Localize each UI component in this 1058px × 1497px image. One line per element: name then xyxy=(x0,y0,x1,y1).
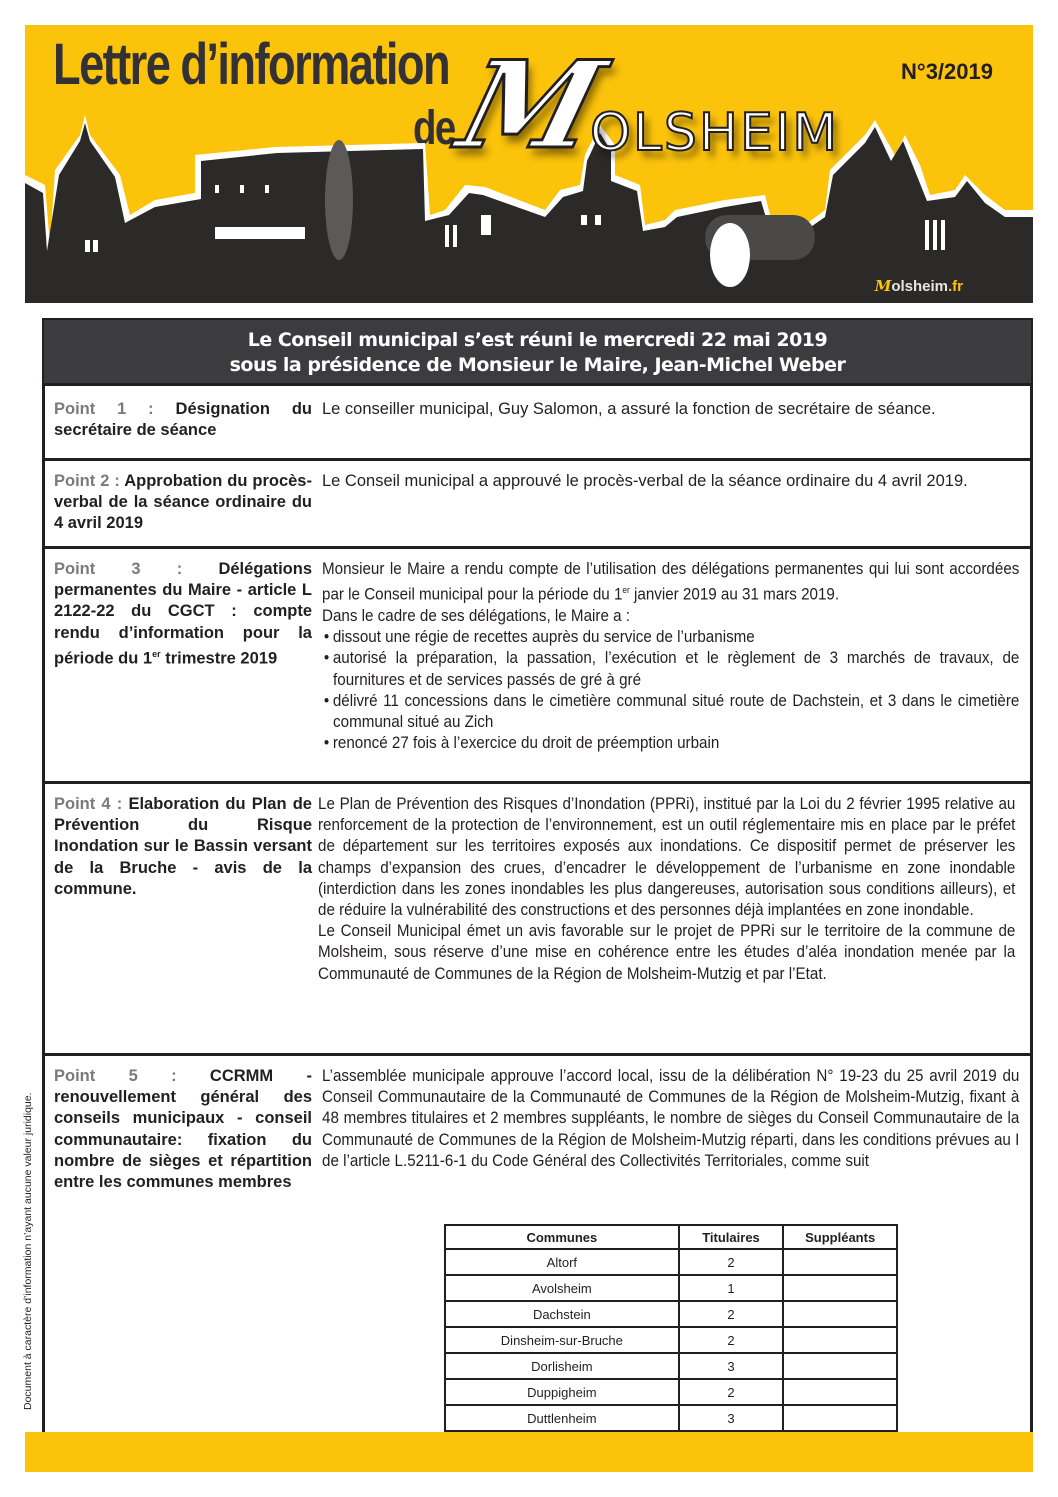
point-3-number: Point 3 : xyxy=(54,560,183,578)
footer-bar xyxy=(25,1432,1033,1472)
suppleants-cell xyxy=(783,1353,897,1379)
point-1-label xyxy=(54,399,312,441)
issue-number: N°3/2019 xyxy=(901,59,993,84)
masthead-banner xyxy=(25,25,1033,303)
suppleants-cell xyxy=(783,1327,897,1353)
point-4-number: Point 4 : xyxy=(54,795,123,813)
point-4-paragraph-1: Le Plan de Prévention des Risques d’Inondation (PPRi), institué par la Loi du 2 février 1995 relative au renforcement de la protection de l’environnement, est un outil réglementaire mis en place par le préfet de département sur les territoires exposés aux inondations. Ce dispositif permet de préserver les champs d’expansion des crues, d’encadrer le développement de l’urbanisme en zone inondable (interdiction dans les zones inondables les plus dangereuses, autorisation sous conditions ailleurs), et de réduire la vulnérabilité des constructions et des personnes déjà implantées en zone inondable. xyxy=(318,795,1016,920)
agenda-point-3 xyxy=(44,549,1031,784)
table-header-row xyxy=(445,1225,897,1249)
commune-cell: Dinsheim-sur-Bruche xyxy=(445,1327,679,1353)
suppleants-cell xyxy=(783,1379,897,1405)
point-3-intro2: Dans le cadre de ses délégations, le Maire a : xyxy=(322,606,630,625)
agenda-point-4 xyxy=(44,784,1031,1056)
superscript: er xyxy=(622,585,630,596)
point-5-title: CCRMM - renouvellement général des conseils municipaux - conseil communautaire: fixation du nombre de sièges et répartition entre les communes membres xyxy=(54,1067,312,1192)
list-item: • autorisé la préparation, la passation, l’exécution et le règlement de 3 marchés de travaux, de fournitures et de services passés de gré à gré xyxy=(322,648,1019,690)
point-2-number: Point 2 : xyxy=(54,472,120,490)
commune-cell: Altorf xyxy=(445,1249,679,1275)
point-3-bullet-list xyxy=(322,627,1019,754)
commune-cell: Dachstein xyxy=(445,1301,679,1327)
suppleants-cell xyxy=(783,1249,897,1275)
point-5-number: Point 5 : xyxy=(54,1067,177,1085)
table-row xyxy=(445,1353,897,1379)
suppleants-cell xyxy=(783,1275,897,1301)
point-1-title: Désignation du secrétaire de séance xyxy=(54,400,312,440)
point-1-number: Point 1 : xyxy=(54,400,154,418)
meeting-heading-line2: sous la présidence de Monsieur le Maire, Jean-Michel Weber xyxy=(229,354,846,376)
table-row xyxy=(445,1301,897,1327)
column-header-titulaires: Titulaires xyxy=(679,1225,784,1249)
titulaires-cell: 3 xyxy=(679,1353,784,1379)
point-5-label xyxy=(54,1066,312,1193)
table-row xyxy=(445,1327,897,1353)
website-logo-tld: .fr xyxy=(948,278,963,295)
website-logo-name: olsheim xyxy=(891,278,948,295)
newsletter-title: Lettre d’information xyxy=(53,32,450,97)
meeting-heading-line1: Le Conseil municipal s’est réuni le mercredi 22 mai 2019 xyxy=(247,329,828,351)
suppleants-cell xyxy=(783,1405,897,1431)
point-3-title: Délégations permanentes du Maire - article L 2122-22 du CGCT : compte rendu d’information pour la période du 1 xyxy=(54,560,312,668)
point-3-intro-end: janvier 2019 au 31 mars 2019. xyxy=(629,585,840,604)
point-4-paragraph-2: Le Conseil Municipal émet un avis favorable sur le projet de PPRi sur le territoire de la commune de Molsheim, sous réserve d’une mise en cohérence entre les études d’aléa inondation menée par la Communauté de Communes de la Région de Molsheim-Mutzig et par l’Etat. xyxy=(318,922,1016,983)
seats-distribution-table xyxy=(444,1224,898,1432)
table-row xyxy=(445,1275,897,1301)
point-4-text xyxy=(318,794,1015,985)
agenda-point-2 xyxy=(44,461,1031,549)
table-row xyxy=(445,1249,897,1275)
point-2-title: Approbation du procès-verbal de la séance ordinaire du 4 avril 2019 xyxy=(54,472,312,533)
point-3-intro-start: Monsieur le Maire a rendu compte de l’utilisation des délégations permanentes qui lui sont accordées par le Conseil municipal pour la période du 1 xyxy=(322,560,1020,604)
point-4-label xyxy=(54,794,312,900)
website-logo xyxy=(875,277,963,295)
column-header-communes: Communes xyxy=(445,1225,679,1249)
suppleants-cell xyxy=(783,1301,897,1327)
list-item: • renoncé 27 fois à l’exercice du droit de préemption urbain xyxy=(322,733,1019,754)
point-2-label xyxy=(54,471,312,535)
point-5-text: L’assemblée municipale approuve l’accord local, issu de la délibération N° 19-23 du 25 avril 2019 du Conseil Communautaire de la Communauté de Communes de la Région de Molsheim-Mutzig, fixant à 48 membres titulaires et 2 membres suppléants, le nombre de sièges du Conseil Communautaire de la Communauté de Communes de la Région de Molsheim-Mutzig réparti, dans les conditions prévues au I de l’article L.5211-6-1 du Code Général des Collectivités Territoriales, comme suit xyxy=(322,1067,1020,1170)
superscript: er xyxy=(152,648,161,659)
point-1-text: Le conseiller municipal, Guy Salomon, a assuré la fonction de secrétaire de séance. xyxy=(322,400,936,418)
commune-cell: Duttlenheim xyxy=(445,1405,679,1431)
titulaires-cell: 2 xyxy=(679,1301,784,1327)
point-3-label xyxy=(54,559,312,670)
commune-cell: Duppigheim xyxy=(445,1379,679,1405)
newsletter-title-de: de xyxy=(413,102,455,155)
brand-m-letter: M xyxy=(446,35,617,176)
agenda-point-1 xyxy=(44,389,1031,461)
point-3-intro xyxy=(322,559,1019,606)
titulaires-cell: 2 xyxy=(679,1327,784,1353)
titulaires-cell: 2 xyxy=(679,1379,784,1405)
point-3-title-end: trimestre 2019 xyxy=(160,649,278,668)
table-row xyxy=(445,1405,897,1431)
brand-town-name: OLSHEIM xyxy=(590,103,840,163)
commune-cell: Dorlisheim xyxy=(445,1353,679,1379)
titulaires-cell: 2 xyxy=(679,1249,784,1275)
point-4-title: Elaboration du Plan de Prévention du Risque Inondation sur le Bassin versant de la Bruche - avis de la commune. xyxy=(54,795,312,898)
point-3-text xyxy=(322,559,1019,754)
point-2-text: Le Conseil municipal a approuvé le procès-verbal de la séance ordinaire du 4 avril 2019. xyxy=(322,472,968,490)
column-header-suppleants: Suppléants xyxy=(783,1225,897,1249)
website-logo-m: M xyxy=(874,277,892,295)
commune-cell: Avolsheim xyxy=(445,1275,679,1301)
legal-disclaimer: Document à caractère d’information n’ayant aucune valeur juridique. xyxy=(22,1092,34,1410)
list-item: • délivré 11 concessions dans le cimetière communal situé route de Dachstein, et 3 dans le cimetière communal situé au Zich xyxy=(322,691,1019,733)
list-item: • dissout une régie de recettes auprès du service de l’urbanisme xyxy=(322,627,1019,648)
titulaires-cell: 1 xyxy=(679,1275,784,1301)
titulaires-cell: 3 xyxy=(679,1405,784,1431)
meeting-heading xyxy=(44,320,1031,386)
table-row xyxy=(445,1379,897,1405)
